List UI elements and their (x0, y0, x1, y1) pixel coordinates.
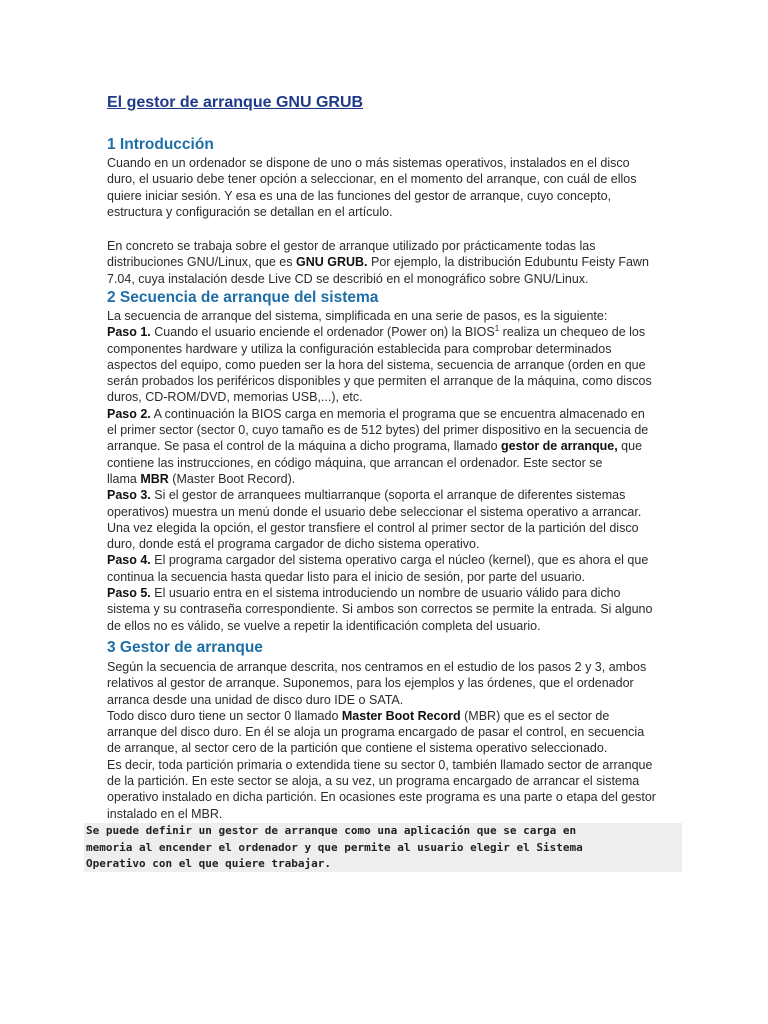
text-run: llama (107, 471, 141, 486)
text-line: La secuencia de arranque del sistema, simplificada en una serie de pasos, es la siguiente: (107, 309, 608, 323)
section-1-paragraph-2 (107, 238, 667, 287)
paso-label: Paso 5. (107, 586, 151, 601)
text-line: Según la secuencia de arranque descrita, nos centramos en el estudio de los pasos 2 y 3, ambos (107, 660, 647, 674)
bold-text: MBR (140, 471, 169, 486)
paso-5-line (107, 585, 667, 601)
quote-line: Se puede definir un gestor de arranque como una aplicación que se carga en (86, 824, 577, 837)
section-1-paragraph-1 (107, 155, 667, 220)
text-line: duro, el usuario debe tener opción a seleccionar, en el momento del arranque, con cuál de ellos (107, 172, 637, 187)
text-line: instalado en el MBR. (107, 806, 223, 821)
text-run: El programa cargador del sistema operativo carga el núcleo (kernel), que es ahora el que (150, 553, 649, 568)
text-line: de arranque, al sector cero de la partición que contiene el sistema operativo seleccionado. (107, 741, 608, 756)
text-line: relativos al gestor de arranque. Suponemos, para los ejemplos y las órdenes, que el ordenador (107, 676, 634, 691)
text-run: arranque. Se pasa el control de la máquina a dicho programa, llamado (107, 439, 501, 454)
section-1-heading: 1 Introducción (107, 136, 214, 153)
paso-2-line (107, 406, 667, 422)
section-3-body (107, 659, 667, 822)
text-line: de ellos no es válido, se vuelve a repetir la identificación completa del usuario. (107, 618, 541, 633)
text-run: El usuario entra en el sistema introduciendo un nombre de usuario válido para dicho (150, 586, 621, 601)
text-line: operativos) muestra un menú donde el usuario debe seleccionar el sistema operativo a arrancar. (107, 504, 642, 519)
section-3-heading: 3 Gestor de arranque (107, 639, 263, 656)
text-line: serán probados los periféricos disponibles y que permiten el arranque de la máquina, como discos (107, 374, 652, 389)
text-line: Cuando en un ordenador se dispone de uno o más sistemas operativos, instalados en el disco (107, 156, 630, 170)
quote-line: Operativo con el que quiere trabajar. (86, 857, 332, 870)
text-line (107, 438, 667, 454)
bold-text: GNU GRUB. (295, 255, 368, 270)
text-line: continua la secuencia hasta quedar listo para el inicio de sesión, por parte del usuario. (107, 569, 586, 584)
paso-label: Paso 1. (107, 325, 151, 340)
text-line: de la partición. En este sector se aloja, a su vez, un programa encargado de arrancar el sistema (107, 774, 640, 789)
text-run: que (617, 439, 643, 454)
text-line: contiene las instrucciones, en código máquina, que arrancan el ordenador. Este sector se (107, 455, 603, 470)
quote-line: memoria al encender el ordenador y que permite al usuario elegir el Sistema (86, 840, 583, 854)
text-run: (Master Boot Record). (168, 471, 296, 486)
text-line: estructura y configuración se detallan en el artículo. (107, 204, 393, 219)
paso-label: Paso 4. (107, 553, 151, 568)
text-run: realiza un chequeo de los (499, 325, 646, 340)
paso-4-line (107, 552, 667, 568)
text-run: A continuación la BIOS carga en memoria el programa que se encuentra almacenado en (150, 406, 645, 421)
text-run: Todo disco duro tiene un sector 0 llamado (107, 708, 342, 723)
text-line (107, 254, 667, 270)
bold-text: gestor de arranque, (501, 439, 618, 454)
bold-text: Master Boot Record (341, 708, 461, 723)
text-line: Una vez elegida la opción, el gestor transfiere el control al primer sector de la partición del disco (107, 520, 639, 535)
text-line: En concreto se trabaja sobre el gestor de arranque utilizado por prácticamente todas las (107, 239, 596, 253)
text-line: arranca desde una unidad de disco duro IDE o SATA. (107, 692, 404, 707)
text-line: aspectos del equipo, como pueden ser la hora del sistema, secuencia de arranque (orden en que (107, 357, 646, 372)
section-2-heading: 2 Secuencia de arranque del sistema (107, 289, 379, 306)
text-line: duros, CD-ROM/DVD, memorias USB,...), etc. (107, 390, 363, 405)
paso-1-line (107, 324, 667, 340)
text-run: Si el gestor de arranquees multiarranque (soporta el arranque de diferentes sistemas (150, 488, 626, 503)
text-run: distribuciones GNU/Linux, que es (107, 255, 296, 270)
paso-label: Paso 3. (107, 488, 151, 503)
text-line (107, 708, 667, 724)
text-line: 7.04, cuya instalación desde Live CD se describió en el monográfico sobre GNU/Linux. (107, 271, 589, 286)
document-title: El gestor de arranque GNU GRUB (107, 94, 364, 111)
paso-label: Paso 2. (107, 406, 151, 421)
text-line: arranque del disco duro. En él se aloja un programa encargado de pasar el control, en secuencia (107, 725, 645, 740)
paso-3-line (107, 487, 667, 503)
text-line: duro, donde está el programa cargador de dicho sistema operativo. (107, 537, 480, 552)
footnote-marker: 1 (494, 324, 500, 334)
text-line: quiere iniciar sesión. Y esa es una de las funciones del gestor de arranque, cuyo concepto, (107, 188, 612, 203)
text-line: componentes hardware y utiliza la configuración establecida para comprobar determinados (107, 341, 612, 356)
text-line: operativo instalado en dicha partición. En ocasiones este programa es una parte o etapa del gestor (107, 790, 656, 805)
text-line: sistema y su contraseña correspondiente. Si ambos son correctos se permite la entrada. Si alguno (107, 602, 653, 617)
section-2-body (107, 308, 667, 634)
text-line: Es decir, toda partición primaria o extendida tiene su sector 0, también llamado sector de arranque (107, 757, 653, 772)
text-run: Cuando el usuario enciende el ordenador (Power on) la BIOS (150, 325, 495, 340)
text-run: (MBR) que es el sector de (460, 708, 610, 723)
text-line: el primer sector (sector 0, cuyo tamaño es de 512 bytes) del primer dispositivo en la secuencia de (107, 423, 649, 438)
definition-quote-box (84, 823, 682, 872)
text-line (107, 471, 667, 487)
text-run: Por ejemplo, la distribución Edubuntu Feisty Fawn (367, 255, 649, 270)
